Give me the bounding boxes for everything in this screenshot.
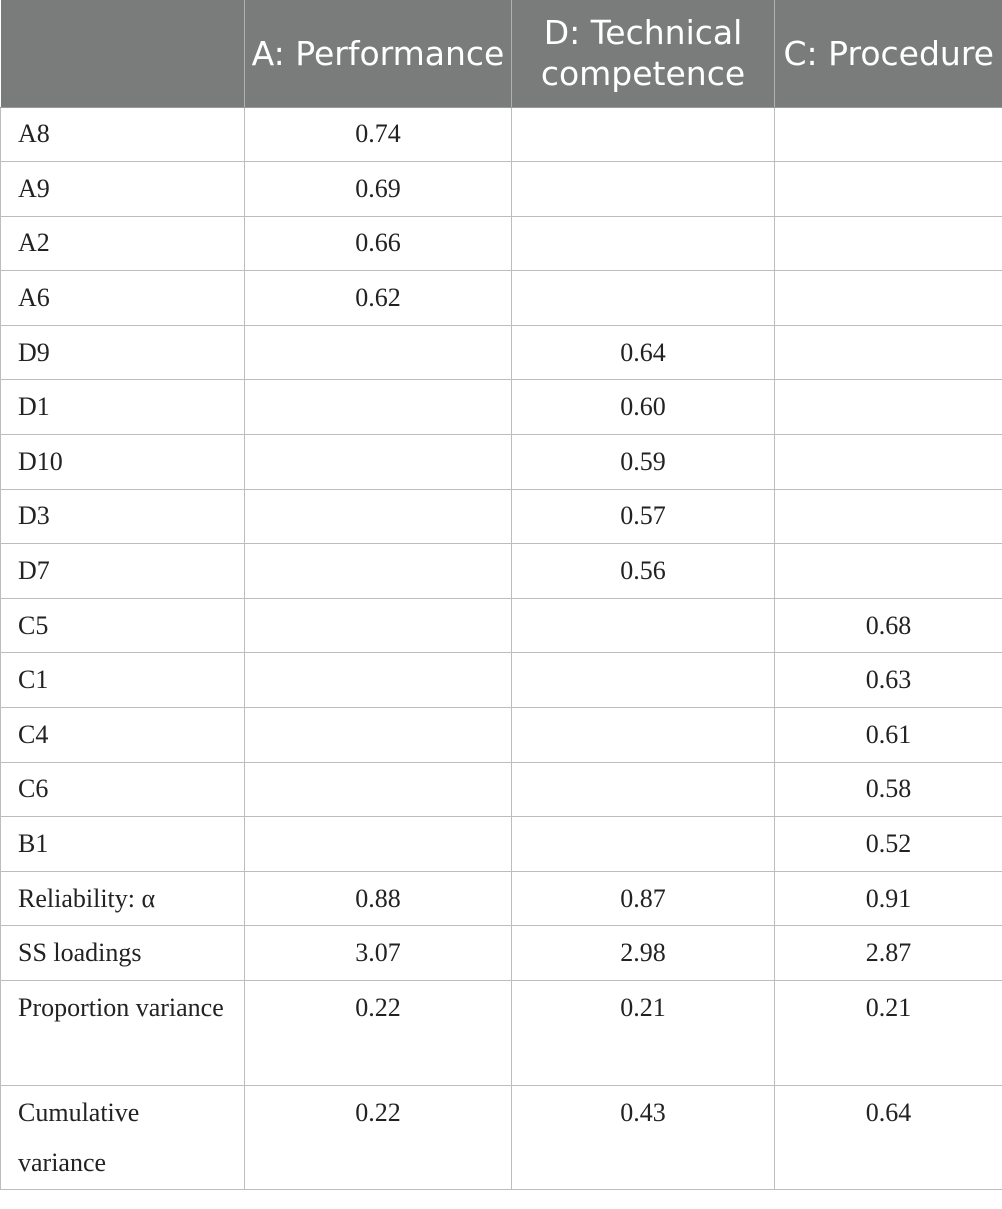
cell-performance xyxy=(245,762,512,817)
table-row xyxy=(1,271,1002,326)
header-row xyxy=(1,0,1002,107)
cell-technical-competence: 0.59 xyxy=(512,435,775,490)
row-label: C6 xyxy=(1,762,245,817)
row-label: A2 xyxy=(1,216,245,271)
cell-performance: 0.69 xyxy=(245,162,512,217)
cell-procedure: 0.64 xyxy=(775,1085,1002,1190)
cell-technical-competence: 0.57 xyxy=(512,489,775,544)
cell-technical-competence xyxy=(512,107,775,162)
cell-procedure xyxy=(775,435,1002,490)
row-label: C5 xyxy=(1,598,245,653)
cell-performance: 0.66 xyxy=(245,216,512,271)
table-row xyxy=(1,653,1002,708)
table-row xyxy=(1,216,1002,271)
cell-performance: 3.07 xyxy=(245,926,512,981)
cell-performance: 0.62 xyxy=(245,271,512,326)
cell-performance: 0.22 xyxy=(245,981,512,1086)
cell-performance xyxy=(245,653,512,708)
row-label: C1 xyxy=(1,653,245,708)
cell-technical-competence: 0.56 xyxy=(512,544,775,599)
cell-technical-competence xyxy=(512,598,775,653)
row-label: A8 xyxy=(1,107,245,162)
cell-performance xyxy=(245,598,512,653)
row-label: D9 xyxy=(1,325,245,380)
table-row xyxy=(1,762,1002,817)
row-label: Reliability: α xyxy=(1,871,245,926)
cell-performance xyxy=(245,380,512,435)
table-row xyxy=(1,708,1002,763)
row-label: D7 xyxy=(1,544,245,599)
cell-procedure xyxy=(775,325,1002,380)
row-label: B1 xyxy=(1,817,245,872)
cell-technical-competence xyxy=(512,216,775,271)
cumulative-variance-row xyxy=(1,1085,1002,1190)
cell-technical-competence xyxy=(512,271,775,326)
reliability-row xyxy=(1,871,1002,926)
cell-technical-competence: 0.64 xyxy=(512,325,775,380)
table-row xyxy=(1,107,1002,162)
row-label: C4 xyxy=(1,708,245,763)
cell-procedure xyxy=(775,380,1002,435)
header-performance: A: Performance xyxy=(245,0,512,107)
table-row xyxy=(1,489,1002,544)
table-row xyxy=(1,325,1002,380)
table-row xyxy=(1,817,1002,872)
cell-technical-competence xyxy=(512,708,775,763)
cell-technical-competence xyxy=(512,162,775,217)
cell-performance xyxy=(245,489,512,544)
cell-performance: 0.22 xyxy=(245,1085,512,1190)
cell-procedure: 0.91 xyxy=(775,871,1002,926)
cell-technical-competence: 0.43 xyxy=(512,1085,775,1190)
cell-technical-competence: 0.21 xyxy=(512,981,775,1086)
table-row xyxy=(1,598,1002,653)
cell-procedure xyxy=(775,489,1002,544)
table-row xyxy=(1,435,1002,490)
row-label: SS loadings xyxy=(1,926,245,981)
header-technical-competence: D: Technical competence xyxy=(512,0,775,107)
row-label: A6 xyxy=(1,271,245,326)
cell-procedure: 0.61 xyxy=(775,708,1002,763)
cell-performance: 0.88 xyxy=(245,871,512,926)
row-label: Proportion variance xyxy=(1,981,245,1086)
ss-loadings-row xyxy=(1,926,1002,981)
table-row xyxy=(1,162,1002,217)
cell-performance xyxy=(245,325,512,380)
row-label: A9 xyxy=(1,162,245,217)
row-label: Cumulative variance xyxy=(1,1085,245,1190)
cell-performance xyxy=(245,544,512,599)
cell-procedure xyxy=(775,271,1002,326)
cell-performance xyxy=(245,435,512,490)
cell-performance xyxy=(245,817,512,872)
cell-procedure xyxy=(775,216,1002,271)
cell-procedure: 0.21 xyxy=(775,981,1002,1086)
cell-procedure: 2.87 xyxy=(775,926,1002,981)
cell-procedure xyxy=(775,162,1002,217)
cell-technical-competence: 0.60 xyxy=(512,380,775,435)
cell-procedure: 0.52 xyxy=(775,817,1002,872)
cell-performance xyxy=(245,708,512,763)
cell-performance: 0.74 xyxy=(245,107,512,162)
cell-technical-competence xyxy=(512,762,775,817)
proportion-variance-row xyxy=(1,981,1002,1086)
cell-technical-competence xyxy=(512,653,775,708)
cell-technical-competence xyxy=(512,817,775,872)
cell-procedure: 0.63 xyxy=(775,653,1002,708)
cell-procedure xyxy=(775,107,1002,162)
row-label: D1 xyxy=(1,380,245,435)
cell-technical-competence: 2.98 xyxy=(512,926,775,981)
cell-technical-competence: 0.87 xyxy=(512,871,775,926)
header-procedure: C: Procedure xyxy=(775,0,1002,107)
cell-procedure: 0.58 xyxy=(775,762,1002,817)
table-row xyxy=(1,544,1002,599)
table-row xyxy=(1,380,1002,435)
row-label: D3 xyxy=(1,489,245,544)
cell-procedure xyxy=(775,544,1002,599)
cell-procedure: 0.68 xyxy=(775,598,1002,653)
header-blank xyxy=(1,0,245,107)
row-label: D10 xyxy=(1,435,245,490)
